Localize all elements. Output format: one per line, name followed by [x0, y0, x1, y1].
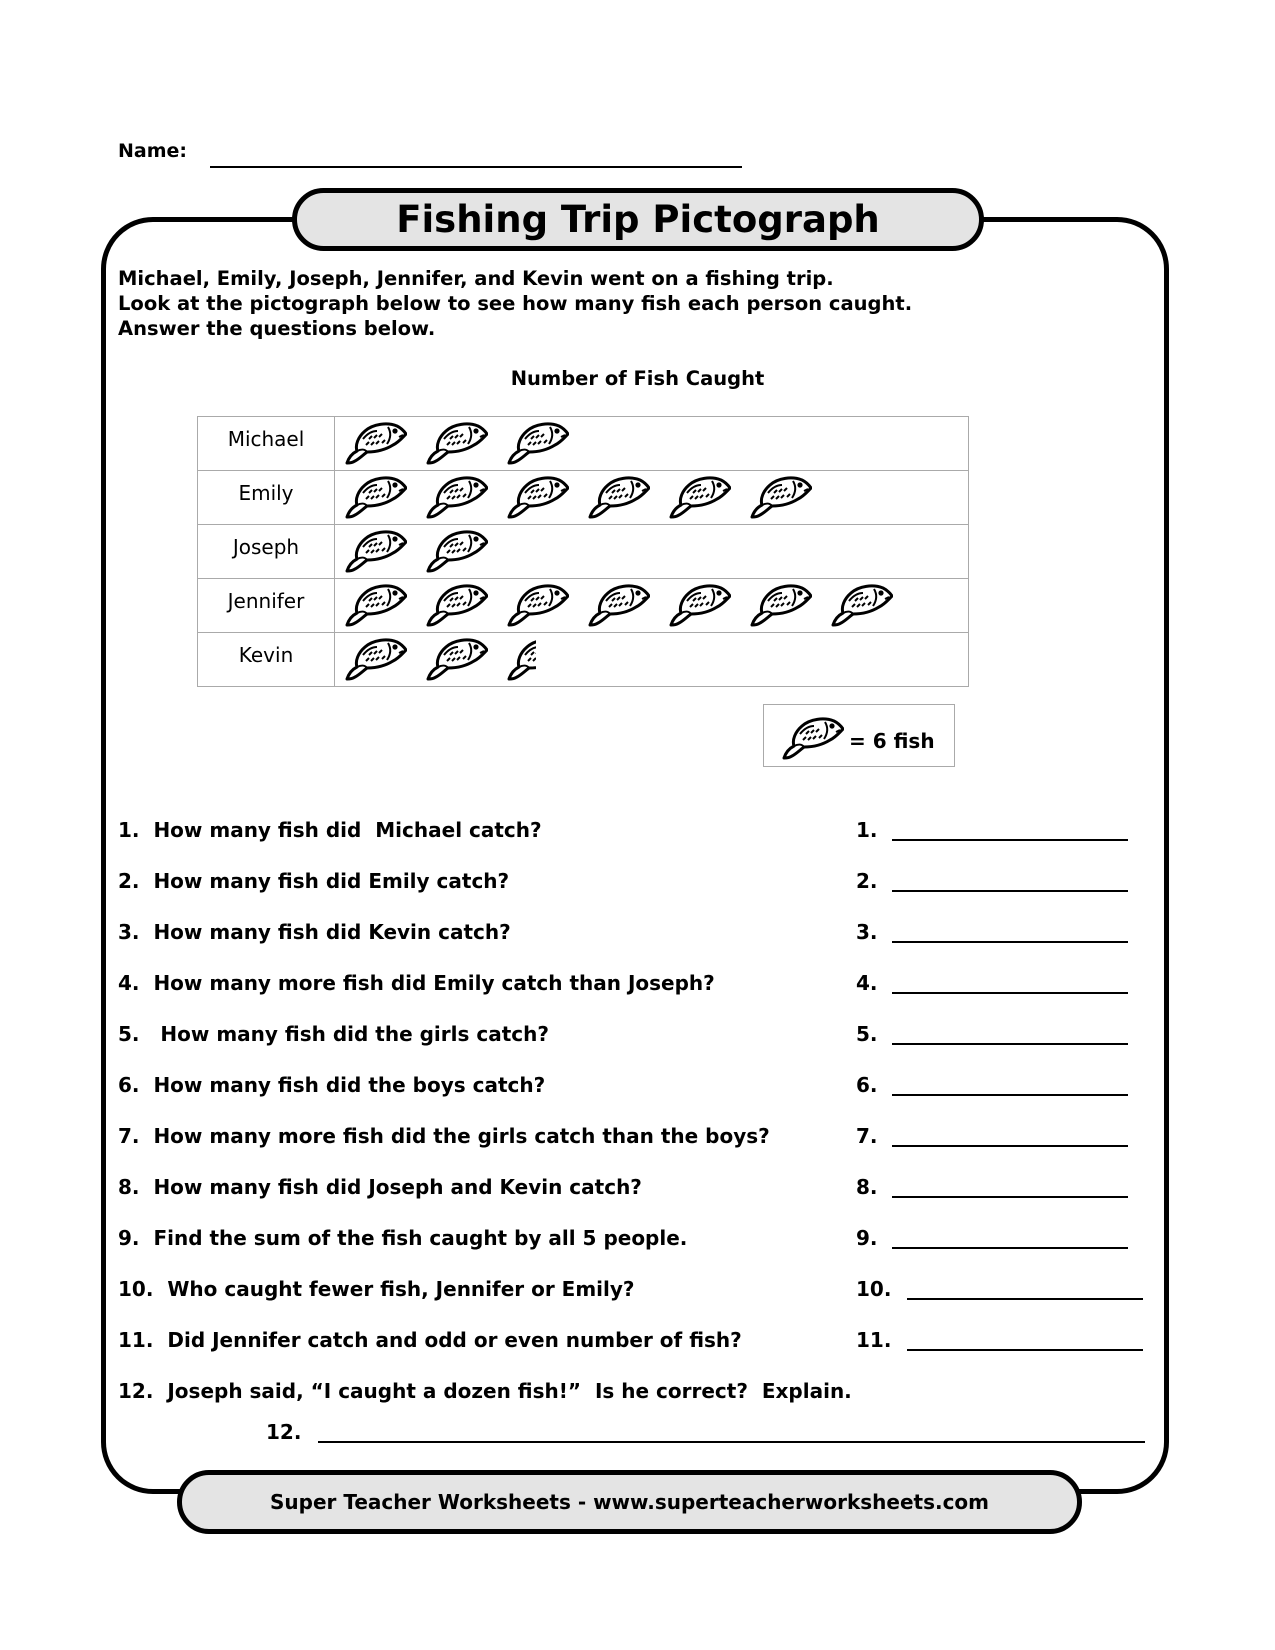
fish-icon — [778, 714, 844, 764]
fish-icon — [746, 581, 812, 631]
pictograph-table — [197, 416, 969, 687]
row-icons — [335, 471, 969, 525]
question-text: 2. How many fish did Emily catch? — [118, 869, 510, 893]
answer-line[interactable] — [892, 1247, 1128, 1249]
row-icons — [335, 579, 969, 633]
answer-line[interactable] — [892, 890, 1128, 892]
name-label: Name: — [118, 140, 188, 162]
fish-icon — [341, 473, 407, 523]
pictograph-row — [198, 525, 969, 579]
fish-icon — [584, 473, 650, 523]
fish-icon — [503, 581, 569, 631]
pictograph-key — [763, 704, 955, 767]
question-text: 4. How many more fish did Emily catch than Joseph? — [118, 971, 715, 995]
pictograph-row — [198, 417, 969, 471]
answer-line-12[interactable] — [318, 1441, 1145, 1443]
pictograph-row — [198, 471, 969, 525]
answer-line[interactable] — [892, 992, 1128, 994]
instruction-line-2: Look at the pictograph below to see how many fish each person caught. — [118, 292, 913, 315]
question-text: 12. Joseph said, “I caught a dozen fish!” Is he correct? Explain. — [118, 1379, 852, 1403]
row-label: Kevin — [198, 633, 335, 687]
fish-icon — [665, 473, 731, 523]
answer-number: 11. — [856, 1328, 892, 1352]
answer-line[interactable] — [892, 1043, 1128, 1045]
row-label: Jennifer — [198, 579, 335, 633]
fish-icon — [503, 473, 569, 523]
answer-line[interactable] — [892, 941, 1128, 943]
answer-number: 3. — [856, 920, 878, 944]
question-text: 11. Did Jennifer catch and odd or even number of fish? — [118, 1328, 742, 1352]
pictograph-row — [198, 633, 969, 687]
answer-number: 10. — [856, 1277, 892, 1301]
answer-line[interactable] — [892, 1196, 1128, 1198]
question-text: 9. Find the sum of the fish caught by all 5 people. — [118, 1226, 688, 1250]
fish-icon — [584, 581, 650, 631]
fish-icon — [422, 419, 488, 469]
fish-icon — [503, 419, 569, 469]
question-text: 7. How many more fish did the girls catch than the boys? — [118, 1124, 770, 1148]
page-title: Fishing Trip Pictograph — [292, 188, 984, 251]
question-text: 10. Who caught fewer fish, Jennifer or Emily? — [118, 1277, 635, 1301]
instruction-line-1: Michael, Emily, Joseph, Jennifer, and Kevin went on a fishing trip. — [118, 267, 834, 290]
fish-icon — [341, 527, 407, 577]
answer-number: 6. — [856, 1073, 878, 1097]
answer-number: 9. — [856, 1226, 878, 1250]
answer-number: 2. — [856, 869, 878, 893]
pictograph-row — [198, 579, 969, 633]
fish-icon — [746, 473, 812, 523]
fish-icon — [422, 635, 488, 685]
row-icons — [335, 525, 969, 579]
row-icons — [335, 417, 969, 471]
answer-line[interactable] — [907, 1349, 1143, 1351]
question-text: 5. How many fish did the girls catch? — [118, 1022, 549, 1046]
name-answer-line[interactable] — [210, 166, 742, 168]
fish-icon — [422, 581, 488, 631]
page-frame — [101, 217, 1169, 1494]
row-label: Joseph — [198, 525, 335, 579]
answer-line[interactable] — [907, 1298, 1143, 1300]
row-label: Emily — [198, 471, 335, 525]
instruction-line-3: Answer the questions below. — [118, 317, 436, 340]
answer-number: 5. — [856, 1022, 878, 1046]
answer-number: 1. — [856, 818, 878, 842]
fish-icon — [665, 581, 731, 631]
fish-icon — [341, 635, 407, 685]
fish-icon — [422, 527, 488, 577]
key-label: = 6 fish — [849, 729, 935, 753]
answer-number: 7. — [856, 1124, 878, 1148]
answer-number: 4. — [856, 971, 878, 995]
row-icons — [335, 633, 969, 687]
fish-icon — [341, 581, 407, 631]
fish-icon — [422, 473, 488, 523]
question-text: 6. How many fish did the boys catch? — [118, 1073, 546, 1097]
answer-number-12: 12. — [266, 1420, 302, 1444]
answer-line[interactable] — [892, 1094, 1128, 1096]
fish-icon — [341, 419, 407, 469]
footer: Super Teacher Worksheets - www.superteacherworksheets.com — [177, 1470, 1082, 1534]
instructions — [118, 266, 912, 341]
row-label: Michael — [198, 417, 335, 471]
half-fish-icon — [503, 635, 536, 685]
question-text: 3. How many fish did Kevin catch? — [118, 920, 511, 944]
question-text: 8. How many fish did Joseph and Kevin catch? — [118, 1175, 642, 1199]
answer-line[interactable] — [892, 839, 1128, 841]
chart-title: Number of Fish Caught — [510, 367, 765, 390]
fish-icon — [827, 581, 893, 631]
question-text: 1. How many fish did Michael catch? — [118, 818, 542, 842]
answer-number: 8. — [856, 1175, 878, 1199]
answer-line[interactable] — [892, 1145, 1128, 1147]
